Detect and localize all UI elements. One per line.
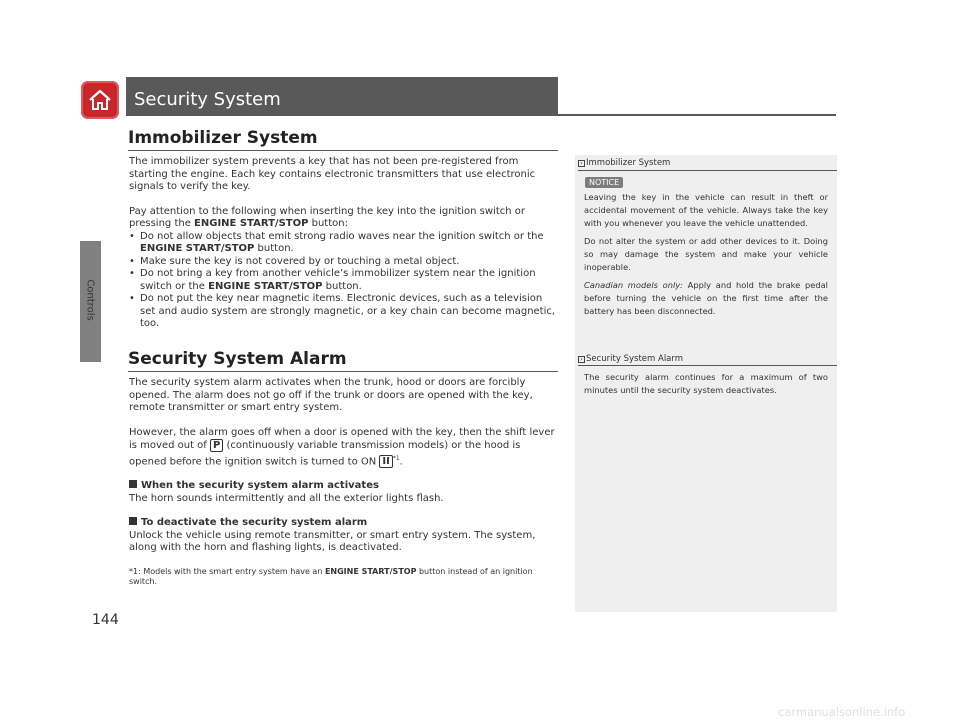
sidebar-alarm-text: The security alarm continues for a maximum of two minutes until the security system deactivates. — [584, 372, 828, 395]
home-button[interactable] — [81, 81, 119, 119]
alarm-deactivate-text: Unlock the vehicle using remote transmitter, or smart entry system. The system, along with the horn and flashing lights, is deactivated. — [129, 529, 536, 554]
title-rule — [126, 114, 836, 116]
park-key: P — [210, 439, 223, 452]
watermark: carmanualsonline.info — [778, 705, 906, 719]
arrow-icon: › — [578, 356, 585, 363]
immobilizer-heading-rule — [128, 150, 558, 151]
alarm-body — [129, 377, 559, 587]
sidebar-rule — [578, 365, 837, 366]
alarm-heading: Security System Alarm — [128, 349, 347, 369]
sidebar-rule — [578, 170, 837, 171]
alarm-deactivate-heading: To deactivate the security system alarm — [129, 517, 559, 530]
sidebar-immobilizer-text: Leaving the key in the vehicle can result in theft or accidental movement of the vehicle. Always take the key with you whenever you leave the vehicle unattended. Do not alter the system or add other devices to it. Doing so may damage the system and make your vehicle inoperable. Canadian models only: Apply and hold the brake pedal before turning the vehicle on the first time after the battery has been disconnected. — [584, 192, 828, 316]
alarm-p1: The security system alarm activates when the trunk, hood or doors are forcibly opened. The alarm does not go off if the trunk or doors are opened with the key, remote transmitter or smart entry system. — [129, 377, 533, 413]
arrow-icon: › — [578, 160, 585, 167]
alarm-activates-text: The horn sounds intermittently and all the exterior lights flash. — [129, 492, 444, 504]
bullet-item: • Make sure the key is not covered by or touching a metal object. — [129, 256, 559, 269]
page-title-bar — [126, 77, 558, 114]
home-icon — [87, 88, 113, 112]
alarm-heading-rule — [128, 371, 558, 372]
page-title: Security System — [134, 89, 281, 110]
alarm-activates-heading: When the security system alarm activates — [129, 480, 559, 493]
immobilizer-p1: The immobilizer system prevents a key that has not been pre-registered from starting the engine. Each key contains electronic transmitters that use electronic signals to verify the key. — [129, 156, 536, 192]
sidebar-immobilizer-head: › Immobilizer System — [578, 158, 670, 168]
immobilizer-body — [129, 156, 559, 331]
immobilizer-p2: Pay attention to the following when inserting the key into the ignition switch or pressing the ENGINE START/STOP button: — [129, 205, 525, 229]
side-tab-label: Controls — [84, 279, 96, 321]
immobilizer-heading: Immobilizer System — [128, 128, 318, 148]
alarm-p2: However, the alarm goes off when a door is opened with the key, then the shift lever is moved out of P (continuously variable transmission models) or the hood is opened before the ignition switch is turned to ON II $^{*1}$. — [129, 426, 555, 467]
bullet-item: • Do not bring a key from another vehicle’s immobilizer system near the ignition switch or the ENGINE START/STOP button. — [129, 268, 559, 293]
notice-badge: NOTICE — [585, 177, 623, 188]
footnote: *1: Models with the smart entry system have an ENGINE START/STOP button instead of an ignition switch. — [129, 566, 533, 586]
bullet-item: • Do not allow objects that emit strong radio waves near the ignition switch or the ENGINE START/STOP button. — [129, 231, 559, 256]
page-number: 144 — [92, 612, 119, 628]
bullet-item: • Do not put the key near magnetic items. Electronic devices, such as a television set and audio system are strongly magnetic, or a key chain can become magnetic, too. — [129, 293, 559, 331]
sidebar-alarm-head: › Security System Alarm — [578, 354, 683, 364]
on-key: II — [379, 455, 392, 468]
